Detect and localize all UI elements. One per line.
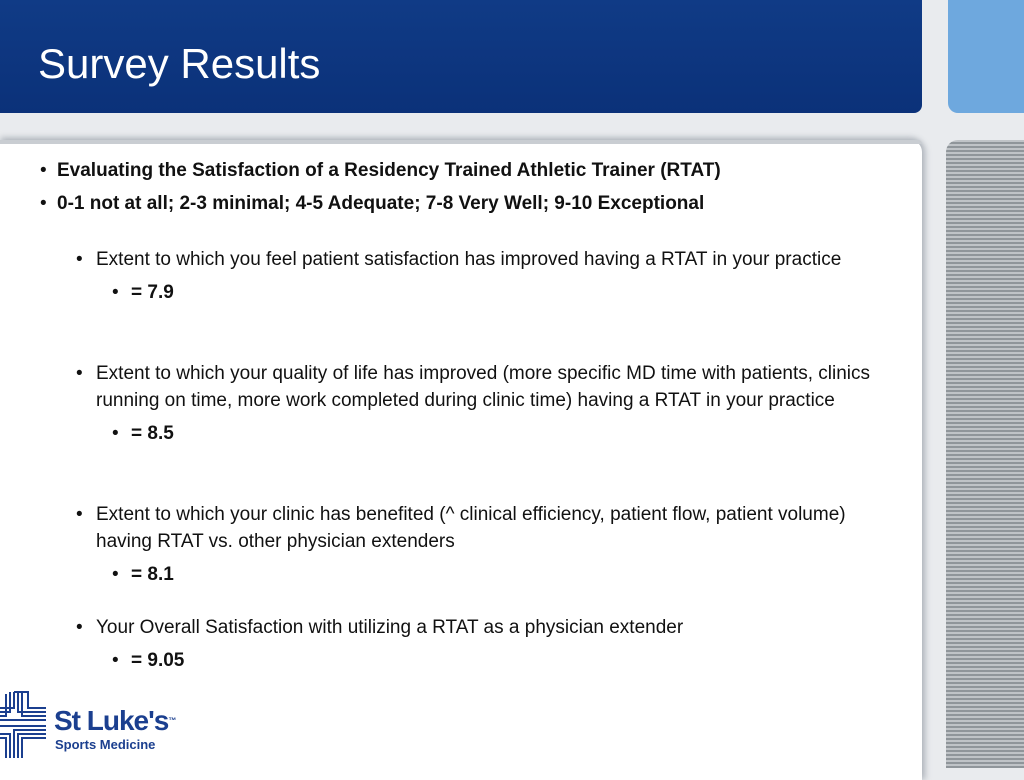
result-item (112, 564, 876, 586)
bullet-icon: • (76, 249, 83, 270)
bullet-icon: • (112, 564, 119, 585)
question-text: Your Overall Satisfaction with utilizing a RTAT as a physician extender (96, 617, 684, 638)
slide-title: Survey Results (38, 40, 321, 87)
question-item (76, 360, 876, 414)
result-item (112, 423, 876, 445)
question-block (76, 246, 876, 304)
question-block (76, 360, 876, 445)
question-text: Extent to which you feel patient satisfaction has improved having a RTAT in your practice (96, 249, 842, 270)
result-item (112, 282, 876, 304)
result-value: = 9.05 (131, 650, 185, 671)
top-bullet-list (40, 160, 900, 226)
bullet-icon: • (112, 650, 119, 671)
content-card (0, 140, 922, 780)
bullet-item (40, 193, 900, 215)
trademark-symbol: ™ (168, 716, 176, 725)
bullet-icon: • (40, 193, 47, 214)
bullet-icon: • (76, 504, 83, 525)
logo-name: St Luke's™ (54, 705, 176, 736)
question-item (76, 614, 876, 641)
bullet-text: Evaluating the Satisfaction of a Residency Trained Athletic Trainer (RTAT) (57, 160, 721, 181)
bullet-icon: • (112, 423, 119, 444)
accent-tab (948, 0, 1024, 113)
striped-side-panel (946, 140, 1024, 768)
logo-subtitle: Sports Medicine (55, 737, 156, 752)
bullet-icon: • (76, 617, 83, 638)
result-value: = 8.1 (131, 564, 174, 585)
bullet-icon: • (112, 282, 119, 303)
result-value: = 7.9 (131, 282, 174, 303)
bullet-icon: • (40, 160, 47, 181)
title-bar (0, 0, 922, 113)
question-text: Extent to which your clinic has benefited (^ clinical efficiency, patient flow, patient volume) having RTAT vs. other physician extenders (96, 504, 846, 552)
question-text: Extent to which your quality of life has improved (more specific MD time with patients, clinics running on time, more work completed during clinic time) having a RTAT in your practice (96, 363, 871, 411)
question-item (76, 501, 876, 555)
bullet-text: 0-1 not at all; 2-3 minimal; 4-5 Adequate; 7-8 Very Well; 9-10 Exceptional (57, 193, 705, 214)
bullet-icon: • (76, 363, 83, 384)
bullet-item (40, 160, 900, 182)
result-value: = 8.5 (131, 423, 174, 444)
result-item (112, 650, 876, 672)
question-block (76, 501, 876, 586)
question-block (76, 614, 876, 672)
question-item (76, 246, 876, 273)
